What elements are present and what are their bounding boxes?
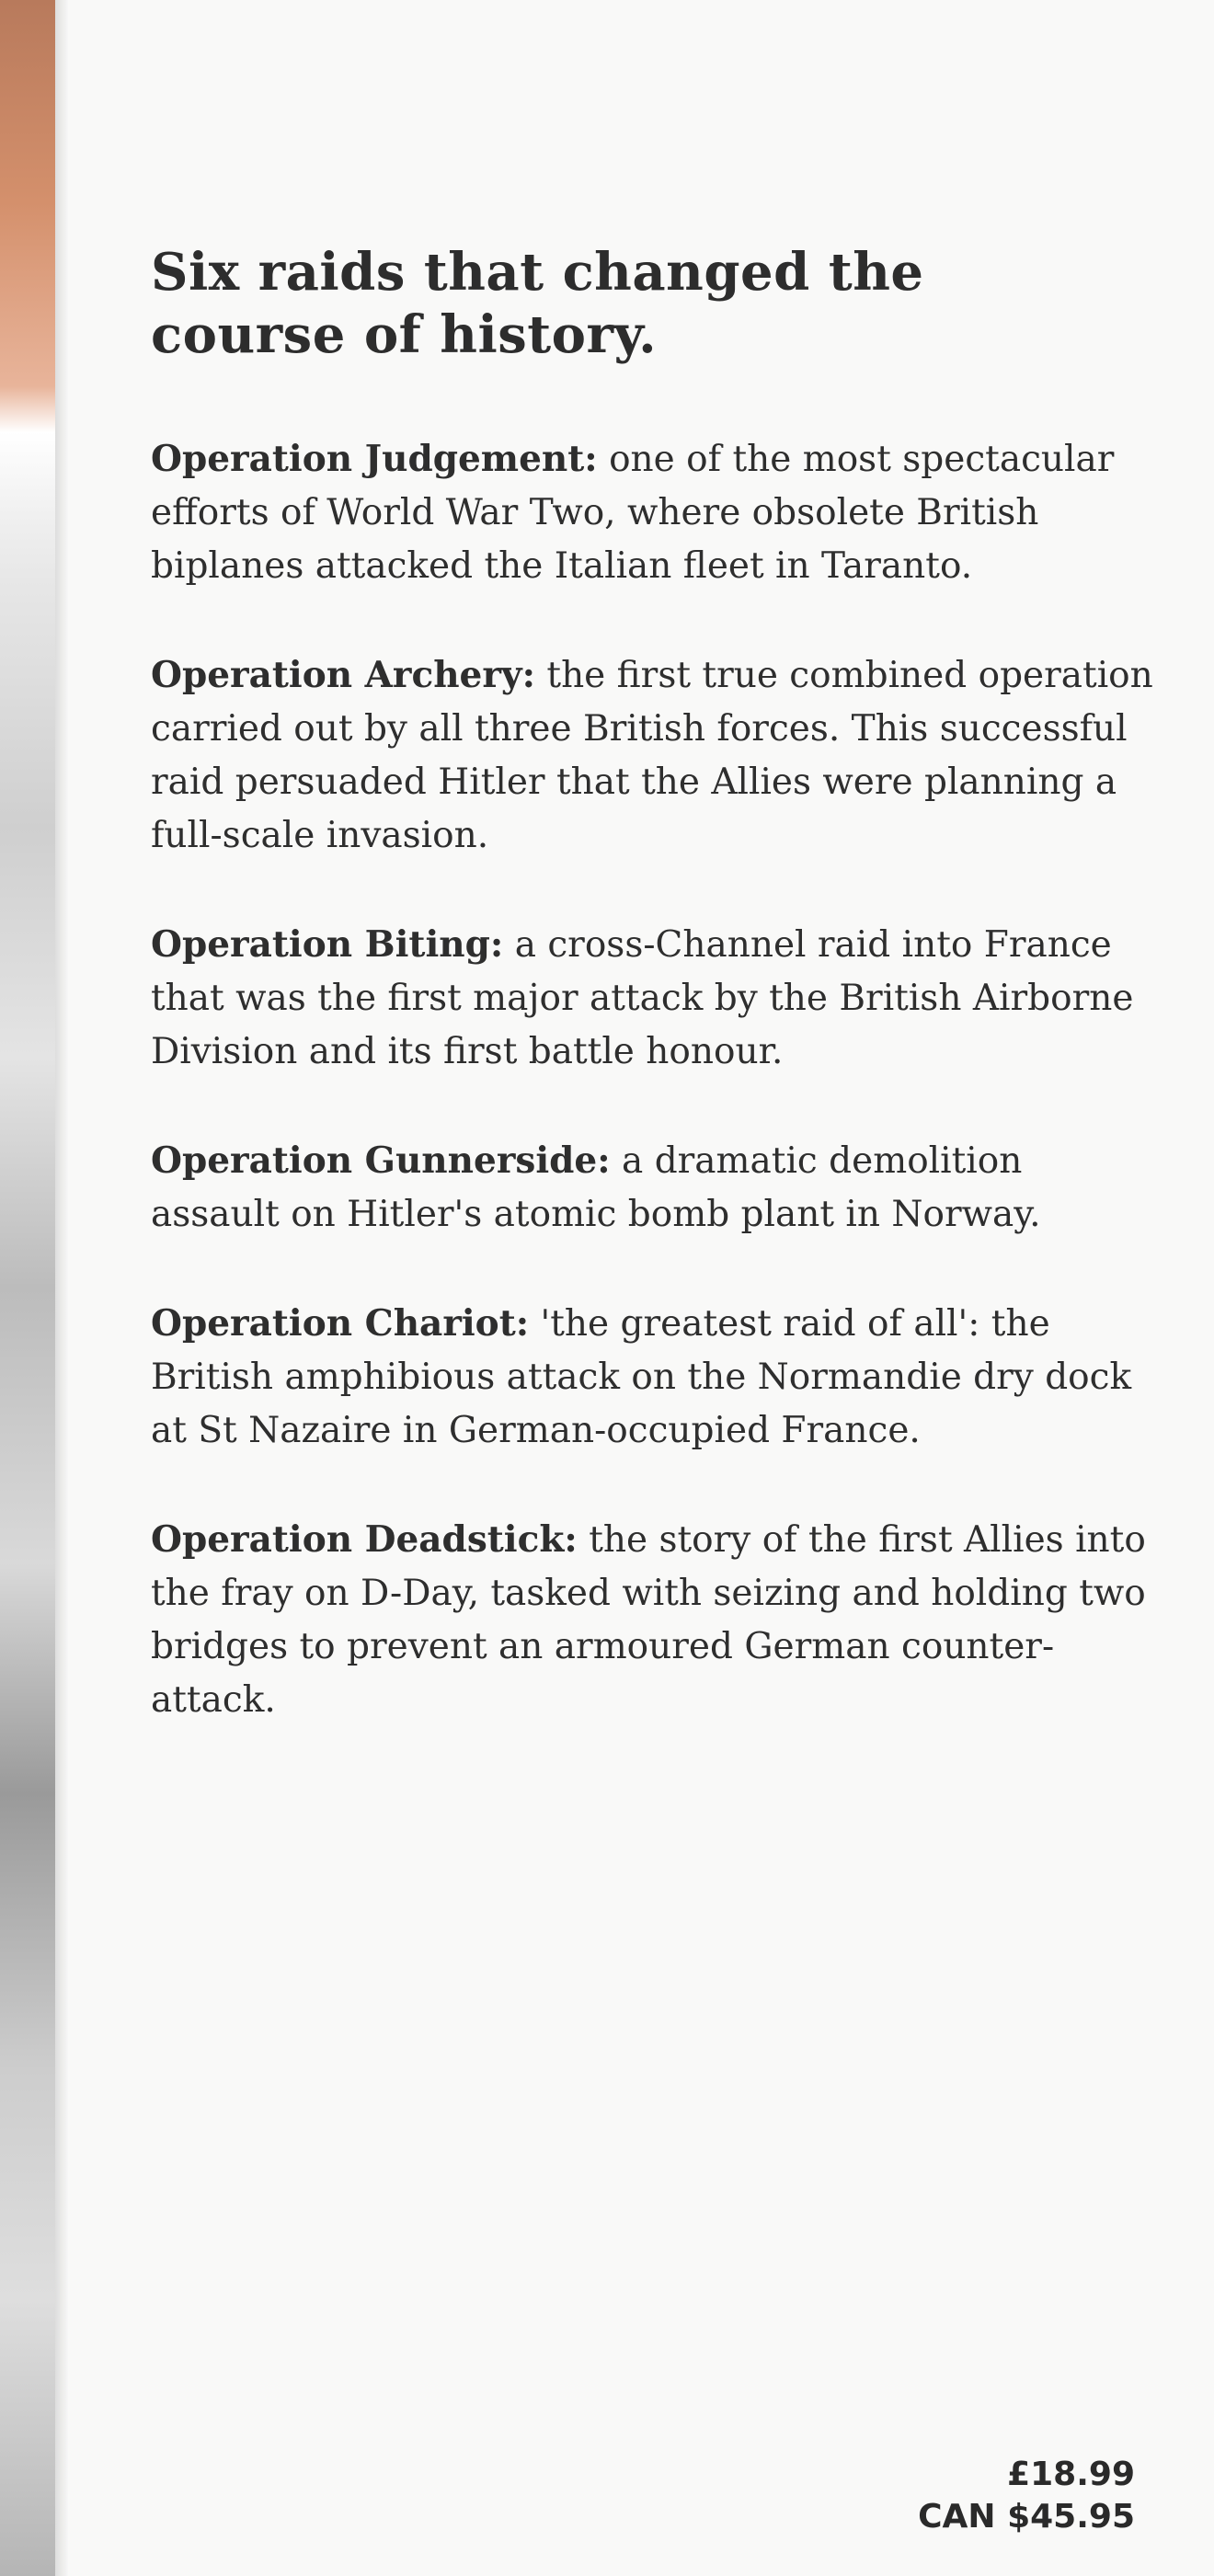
- headline: [151, 241, 1153, 366]
- operation-description: a dramatic demolition assault on Hitler's atomic bomb plant in Norway.: [151, 1140, 1041, 1235]
- operation-chariot: [151, 1297, 1153, 1458]
- headline-line-2: course of history.: [151, 304, 658, 365]
- headline-line-1: Six raids that changed the: [151, 242, 924, 303]
- price-uk: £18.99: [1007, 2456, 1135, 2493]
- spine-shadow: [55, 0, 68, 2576]
- operation-archery: [151, 648, 1153, 863]
- operation-name: Operation Gunnerside:: [151, 1139, 611, 1182]
- operation-judgement: [151, 432, 1153, 593]
- operation-deadstick: [151, 1513, 1153, 1727]
- operation-description: the story of the first Allies into the fray on D-Day, tasked with seizing and holding two bridges to prevent an armoured German counter-attack.: [151, 1519, 1146, 1721]
- operation-description: one of the most spectacular efforts of World War Two, where obsolete British biplanes attacked the Italian fleet in Taranto.: [151, 439, 1115, 587]
- operation-name: Operation Biting:: [151, 923, 504, 966]
- spine-edge: [0, 0, 55, 2576]
- operation-name: Operation Deadstick:: [151, 1518, 578, 1561]
- price-block: [918, 2454, 1135, 2538]
- operation-name: Operation Judgement:: [151, 438, 598, 480]
- blurb: [151, 241, 1153, 1782]
- operation-description: 'the greatest raid of all': the British amphibious attack on the Normandie dry dock at St Nazaire in German-occupied France.: [151, 1303, 1132, 1451]
- operation-biting: [151, 918, 1153, 1079]
- operation-description: a cross-Channel raid into France that was the first major attack by the British Airborne Division and its first battle honour.: [151, 924, 1134, 1072]
- operation-gunnerside: [151, 1134, 1153, 1242]
- operation-name: Operation Chariot:: [151, 1302, 530, 1345]
- operation-name: Operation Archery:: [151, 654, 535, 696]
- operation-description: the first true combined operation carried out by all three British forces. This successful raid persuaded Hitler that the Allies were planning a full-scale invasion.: [151, 655, 1153, 856]
- price-canada: CAN $45.95: [918, 2498, 1135, 2536]
